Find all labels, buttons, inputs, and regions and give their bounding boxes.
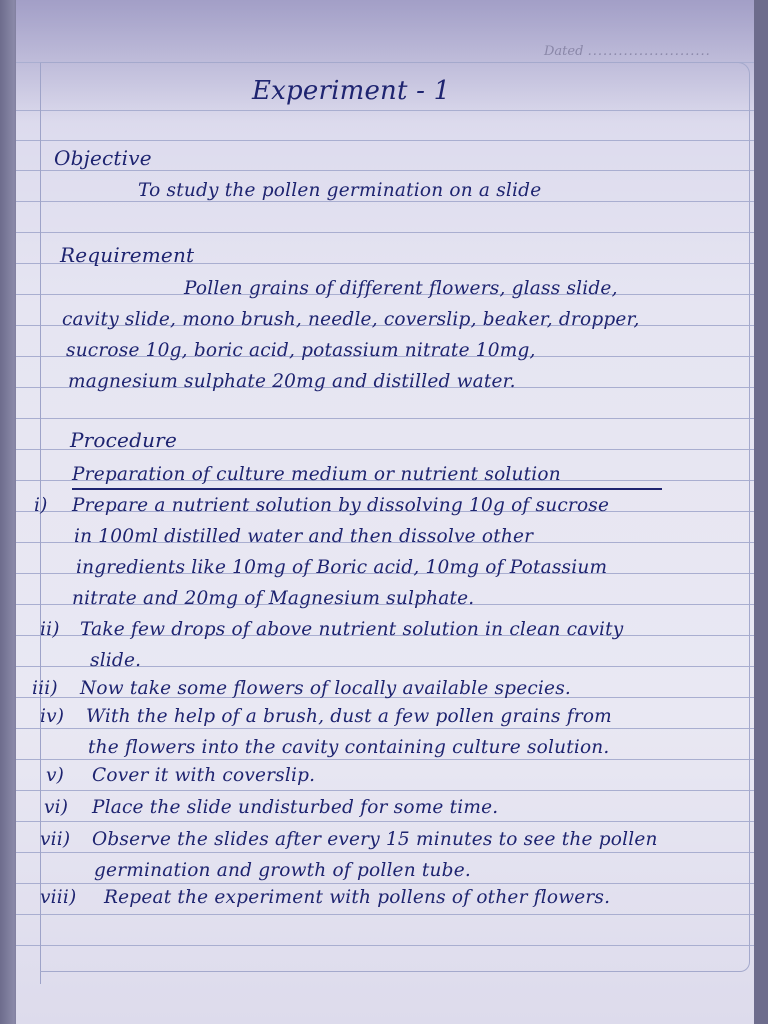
page-title: Experiment - 1	[252, 76, 451, 106]
notebook-page	[16, 0, 754, 1024]
step-line: Cover it with coverslip.	[92, 765, 316, 786]
step-line: germination and growth of pollen tube.	[94, 860, 471, 881]
step-number: iv)	[40, 706, 65, 727]
requirement-line: Pollen grains of different flowers, glass slide,	[184, 278, 618, 299]
objective-heading: Objective	[54, 146, 152, 170]
step-line: Place the slide undisturbed for some time.	[92, 797, 499, 818]
step-number: vi)	[44, 797, 69, 818]
requirement-line: magnesium sulphate 20mg and distilled water.	[68, 371, 516, 392]
requirement-line: cavity slide, mono brush, needle, coverslip, beaker, dropper,	[62, 309, 640, 330]
dated-dots: ........................	[587, 44, 711, 59]
step-line: Observe the slides after every 15 minutes to see the pollen	[92, 829, 658, 850]
dated-field	[544, 44, 711, 59]
step-line: nitrate and 20mg of Magnesium sulphate.	[72, 588, 475, 609]
dated-label: Dated	[544, 44, 584, 59]
step-line: With the help of a brush, dust a few pollen grains from	[86, 706, 612, 727]
step-number: i)	[34, 495, 48, 516]
objective-text: To study the pollen germination on a slide	[138, 180, 542, 201]
step-line: ingredients like 10mg of Boric acid, 10mg of Potassium	[76, 557, 608, 578]
step-number: ii)	[40, 619, 60, 640]
step-number: vii)	[40, 829, 71, 850]
requirement-heading: Requirement	[60, 243, 195, 267]
step-line: slide.	[90, 650, 142, 671]
step-line: Prepare a nutrient solution by dissolving 10g of sucrose	[72, 495, 610, 516]
procedure-heading: Procedure	[70, 428, 177, 452]
subheading-underline	[72, 488, 662, 490]
step-number: v)	[46, 765, 65, 786]
step-line: Take few drops of above nutrient solution in clean cavity	[80, 619, 624, 640]
step-number: viii)	[40, 887, 77, 908]
step-line: Now take some flowers of locally available species.	[80, 678, 571, 699]
step-line: the flowers into the cavity containing culture solution.	[88, 737, 610, 758]
requirement-line: sucrose 10g, boric acid, potassium nitrate 10mg,	[66, 340, 536, 361]
step-line: Repeat the experiment with pollens of other flowers.	[104, 887, 611, 908]
procedure-subheading: Preparation of culture medium or nutrient solution	[72, 464, 561, 485]
step-number: iii)	[32, 678, 58, 699]
step-line: in 100ml distilled water and then dissolve other	[74, 526, 534, 547]
